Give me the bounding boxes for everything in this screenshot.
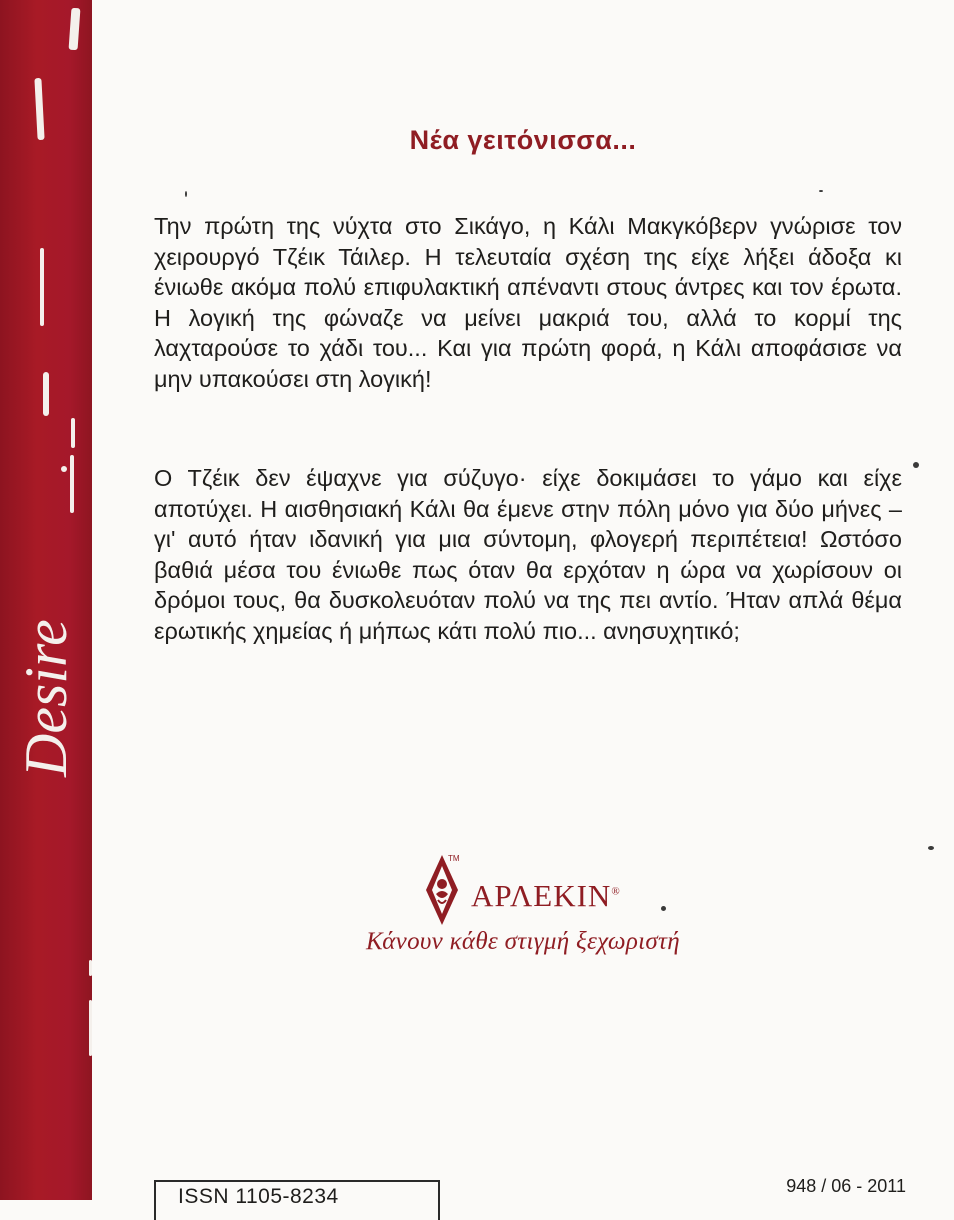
back-cover [92,0,954,1208]
spine-brush-mark [40,248,44,326]
issue-code: 948 / 06 - 2011 [786,1176,906,1196]
print-speck [928,846,934,850]
svg-text:Desire: Desire [13,619,79,777]
print-speck [185,191,187,197]
trademark-mark: TM [448,854,460,863]
spine-brush-mark [69,8,81,51]
print-speck [913,462,919,468]
publisher-tagline: Κάνουν κάθε στιγμή ξεχωριστή [366,928,680,955]
print-speck [661,906,666,911]
print-speck [819,190,823,192]
spine-brush-mark [43,372,49,416]
spine-brush-mark [71,418,75,448]
harlequin-diamond-icon [425,854,459,926]
publisher-name [471,878,621,914]
book-spine [0,0,92,1200]
blurb-paragraph-1: Την πρώτη της νύχτα στο Σικάγο, η Κάλι Μακγκόβερν γνώρισε τον χειρουργό Τζέικ Τάιλερ. Η τελευταία σχέση της είχε λήξει άδοξα κι ένιωθε ακόμα πολύ επιφυλακτική απέναντι στους άντρες και τον έρωτα. Η λογική της φώναζε να μείνει μακριά του, αλλά το κορμί της λαχταρούσε το χάδι του... Και για πρώτη φορά, η Κάλι αποφάσισε να μην υπακούσει στη λογική! [154,213,902,392]
publisher-block [92,852,954,962]
desire-logo [8,455,88,785]
issn-box: ISSN 1105-8234 [154,1180,440,1220]
spine-brush-mark [34,78,44,140]
registered-mark: ® [611,885,621,898]
blurb-paragraph-2: Ο Τζέικ δεν έψαχνε για σύζυγο· είχε δοκιμάσει το γάμο και είχε αποτύχει. Η αισθησιακή Κάλι θα έμενε στην πόλη μόνο για δύο μήνες –γι' αυτό ήταν ιδανική για μια σύντομη, φλογερή περιπέτεια! Ωστόσο βαθιά μέσα του ένιωθε πως όταν θα ερχόταν η ώρα να χωρίσουν οι δρόμοι τους, θα δυσκολευόταν πολύ να της πει αντίο. Ήταν απλά θέμα ερωτικής χημείας ή μήπως κάτι πολύ πιο... ανησυχητικό; [154,465,902,644]
publisher-name-text: ΑΡΛΕΚΙΝ [471,878,612,913]
book-title: Νέα γειτόνισσα... [409,125,637,155]
